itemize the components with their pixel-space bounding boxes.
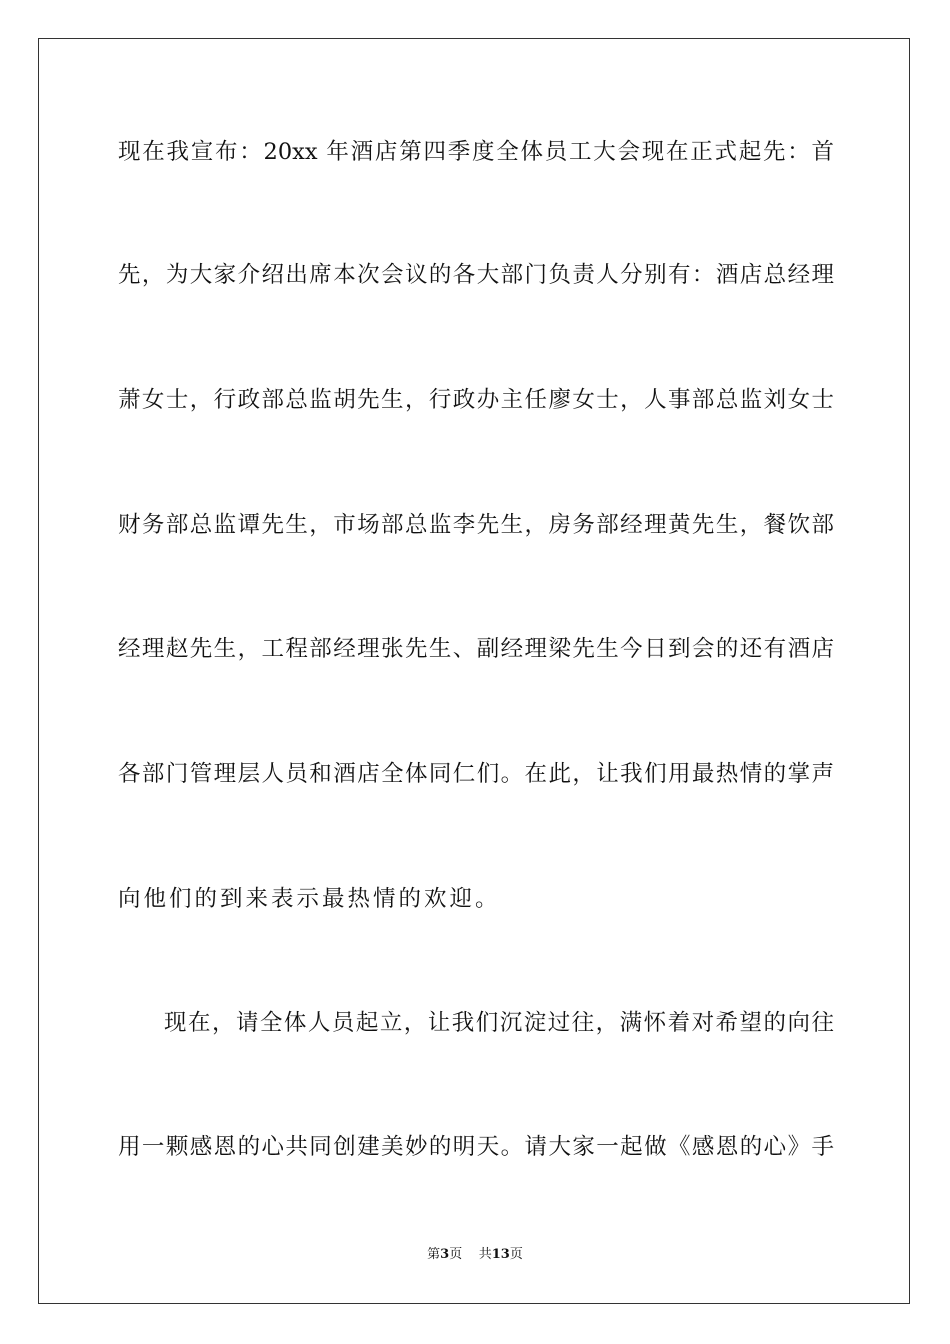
paragraph-line-1: 现在我宣布：20xx 年酒店第四季度全体员工大会现在正式起先：首 [118,139,834,165]
page-total: 13 [491,1247,510,1262]
paragraph-line-3: 萧女士，行政部总监胡先生，行政办主任廖女士，人事部总监刘女士 [118,387,834,413]
page-unit: 页 [449,1247,463,1262]
paragraph-line-9: 用一颗感恩的心共同创建美妙的明天。请大家一起做《感恩的心》手 [118,1134,834,1160]
page-prefix: 第 [427,1247,441,1262]
paragraph-line-5: 经理赵先生，工程部经理张先生、副经理梁先生今日到会的还有酒店 [118,636,834,662]
paragraph-line-8: 现在，请全体人员起立，让我们沉淀过往，满怀着对希望的向往 [164,1010,834,1036]
paragraph-line-4: 财务部总监谭先生，市场部总监李先生，房务部经理黄先生，餐饮部 [118,512,834,538]
page-border [38,38,910,1304]
paragraph-line-7: 向他们的到来表示最热情的欢迎。 [118,886,501,912]
page-footer [0,1246,950,1264]
paragraph-line-2: 先，为大家介绍出席本次会议的各大部门负责人分别有：酒店总经理 [118,262,834,288]
total-prefix: 共 [478,1247,492,1262]
page-current: 3 [440,1247,450,1262]
total-unit: 页 [509,1247,523,1262]
paragraph-line-6: 各部门管理层人员和酒店全体同仁们。在此，让我们用最热情的掌声 [118,761,834,787]
